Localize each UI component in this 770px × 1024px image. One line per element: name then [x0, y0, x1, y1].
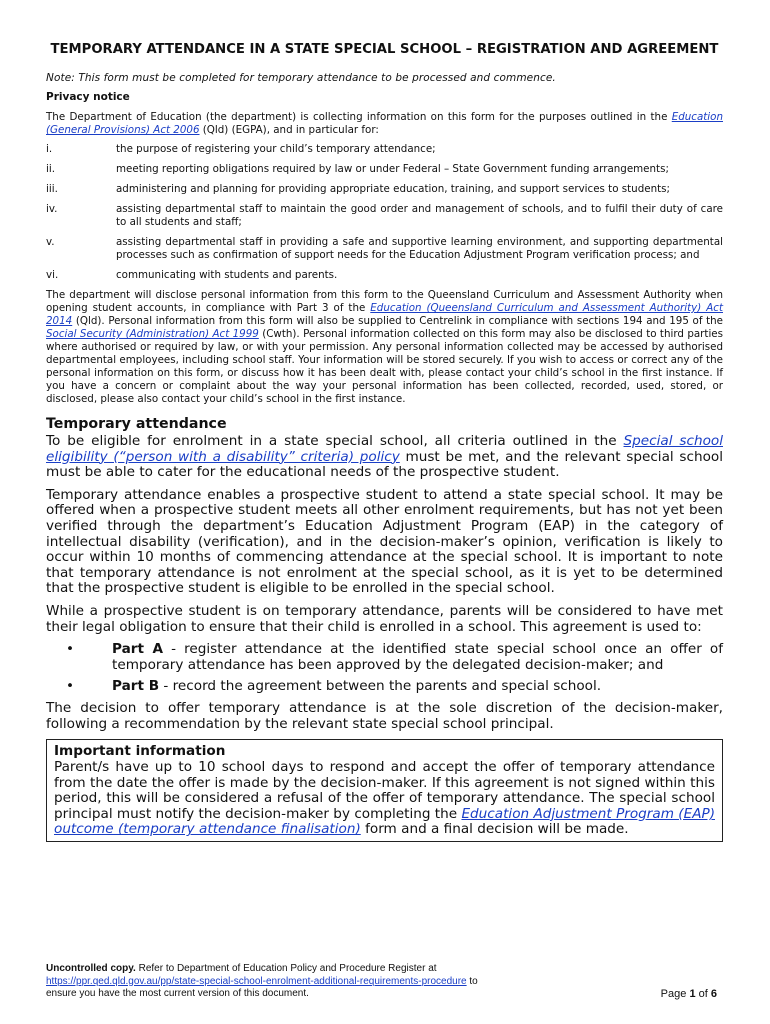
page-footer [46, 963, 723, 1001]
list-item: vi. communicating with students and parents. [46, 269, 338, 281]
temporary-attendance-heading: Temporary attendance [46, 416, 227, 432]
footer-currency-note: ensure you have the most current version of this document. [46, 988, 309, 999]
eap-outcome-form-link[interactable]: Education Adjustment Program (EAP) outcome (temporary attendance finalisation) [54, 805, 715, 838]
temporary-description-paragraph: Temporary attendance enables a prospective student to attend a state special school. It may be offered when a prospective student meets all other enrolment requirements, but has not yet been verified through the department’s Education Adjustment Program (EAP) in the category of intellectual disability (verification), and in the decision-maker’s opinion, verification is likely to occur within 10 months of commencing attendance at the special school. It is important to note that temporary attendance is not enrolment at the special school, as it is yet to be determined that the prospective student is eligible to be enrolled in the special school. [46, 486, 723, 597]
egpa-link[interactable]: Education (General Provisions) Act 2006 [46, 111, 723, 136]
page-title: TEMPORARY ATTENDANCE IN A STATE SPECIAL SCHOOL – REGISTRATION AND AGREEMENT [50, 42, 719, 57]
purpose-list [46, 143, 723, 282]
list-item: iv. assisting departmental staff to maintain the good order and management of schools, and to fulfil their duty of care to all students and staff; [46, 203, 723, 228]
footer-url-line: https://ppr.qed.qld.gov.au/pp/state-special-school-enrolment-additional-requirements-procedure to [46, 975, 478, 987]
list-item: iii. administering and planning for providing appropriate education, training, and support services to students; [46, 183, 670, 195]
footer-notice: Uncontrolled copy. Refer to Department of Education Policy and Procedure Register at [46, 963, 437, 974]
list-item: v. assisting departmental staff in providing a safe and supportive learning environment, and supporting departmental processes such as confirmation of support needs for the Education Adjustment Program verification process; and [46, 236, 723, 261]
social-security-act-link[interactable]: Social Security (Administration) Act 1999 [46, 328, 259, 340]
parts-list [46, 642, 723, 695]
list-item: i. the purpose of registering your child’s temporary attendance; [46, 143, 436, 155]
list-item: ii. meeting reporting obligations required by law or under Federal – State Government funding arrangements; [46, 163, 669, 175]
obligation-paragraph: While a prospective student is on temporary attendance, parents will be considered to have met their legal obligation to ensure that their child is enrolled in a school. This agreement is used to: [46, 602, 723, 635]
form-note: Note: This form must be completed for temporary attendance to be processed and commence. [46, 72, 556, 84]
privacy-heading: Privacy notice [46, 91, 130, 103]
important-information-box [46, 739, 723, 842]
disclosure-paragraph: The department will disclose personal information from this form to the Queensland Curriculum and Assessment Authority when opening student accounts, in compliance with Part 3 of the Education (Queensland Curriculum and Assessment Authority) Act 2014 (Qld). Personal information from this form will also be supplied to Centrelink in compliance with sections 194 and 195 of the Social Security (Administration) Act 1999 (Cwth). Personal information collected on this form may also be disclosed to third parties where authorised or required by law, or with your permission. Any personal information collected may be accessed by authorised departmental employees, including school staff. Your information will be stored securely. If you wish to access or correct any of the personal information on this form, or discuss how it has been dealt with, please contact your child’s school in the first instance. If you have a concern or complaint about the way your personal information has been collected, recorded, used, stored, or disclosed, please also contact your child’s school in the first instance. [46, 289, 724, 405]
bullet-icon: • [66, 678, 75, 695]
important-information-title: Important information [54, 743, 226, 760]
important-information-text: Parent/s have up to 10 school days to respond and accept the offer of temporary attendance from the date the offer is made by the decision-maker. If this agreement is not signed within this period, this will be considered a refusal of the offer of temporary attendance. The special school principal must notify the decision-maker by completing the Education Adjustment Program (EAP) outcome (temporary attendance finalisation) form and a final decision will be made. [54, 759, 715, 838]
privacy-intro: The Department of Education (the department) is collecting information on this form for the purposes outlined in the Education (General Provisions) Act 2006 (Qld) (EGPA), and in particular for: [46, 111, 723, 136]
bullet-icon: • [66, 641, 75, 658]
page-number: Page 1 of 6 [660, 988, 717, 1000]
eligibility-paragraph: To be eligible for enrolment in a state special school, all criteria outlined in the Special school eligibility (“person with a disability” criteria) policy must be met, and the relevant special school must be able to cater for the educational needs of the prospective student. [46, 433, 723, 481]
document-page [46, 42, 723, 842]
eligibility-policy-link[interactable]: Special school eligibility (“person with a disability” criteria) policy [46, 433, 723, 465]
list-item: • Part B - record the agreement between the parents and special school. [46, 679, 723, 695]
qcaa-act-link[interactable]: Education (Queensland Curriculum and Assessment Authority) Act 2014 [46, 302, 723, 327]
decision-paragraph: The decision to offer temporary attendance is at the sole discretion of the decision-maker, following a recommendation by the relevant state special school principal. [46, 699, 723, 732]
list-item: • Part A - register attendance at the identified state special school once an offer of temporary attendance has been approved by the delegated decision-maker; and [46, 642, 723, 673]
ppr-url-link[interactable]: https://ppr.qed.qld.gov.au/pp/state-special-school-enrolment-additional-requirements-procedure [46, 975, 467, 987]
